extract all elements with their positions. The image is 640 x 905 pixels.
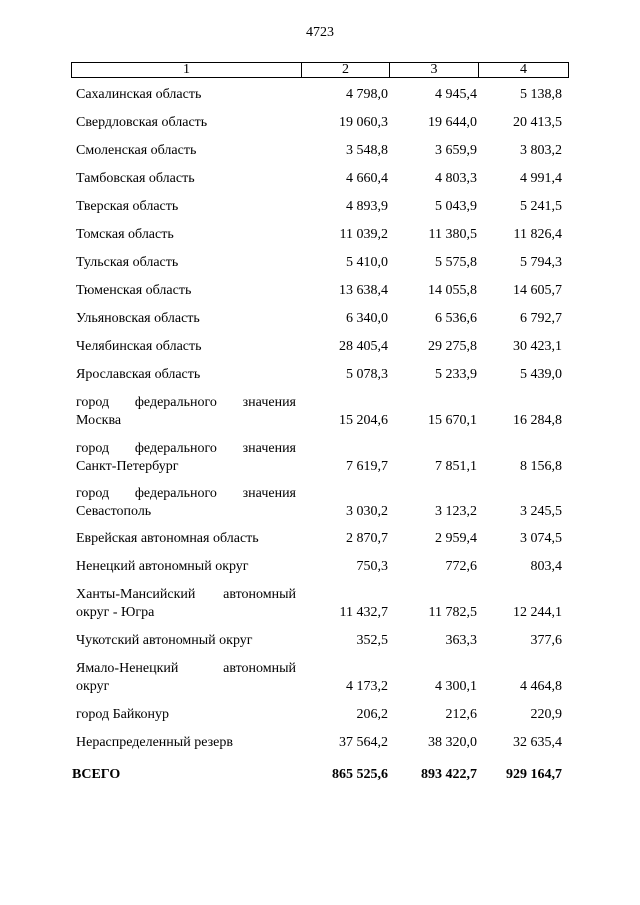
column-header-1: 1 (72, 63, 302, 77)
value-col-3: 2 959,4 (435, 531, 477, 546)
region-name (76, 558, 296, 576)
value-col-2: 5 410,0 (346, 255, 388, 270)
value-col-3: 5 575,8 (435, 255, 477, 270)
region-name-line: Тульская область (76, 255, 179, 270)
value-col-4: 30 423,1 (513, 339, 562, 354)
value-col-2: 352,5 (356, 633, 388, 648)
value-col-3: 15 670,1 (428, 413, 477, 428)
value-col-2: 3 548,8 (346, 143, 388, 158)
region-name-line: Тверская область (76, 199, 179, 214)
value-col-3: 19 644,0 (428, 115, 477, 130)
region-name-line: Челябинская область (76, 339, 202, 354)
value-col-2: 4 798,0 (346, 87, 388, 102)
value-col-3: 7 851,1 (435, 459, 477, 474)
region-name-line: Ульяновская область (76, 311, 200, 326)
column-header-4: 4 (520, 62, 527, 77)
region-name (76, 338, 296, 356)
value-col-4: 16 284,8 (513, 413, 562, 428)
region-name-line: Санкт-Петербург (76, 459, 179, 474)
total-label: ВСЕГО (72, 767, 121, 782)
total-value-col-2: 865 525,6 (332, 767, 388, 782)
value-col-3: 212,6 (445, 707, 477, 722)
region-name (76, 310, 296, 328)
value-col-4: 377,6 (530, 633, 562, 648)
region-name-line: Свердловская область (76, 115, 208, 130)
column-header-2: 2 (302, 63, 390, 77)
value-col-2: 19 060,3 (339, 115, 388, 130)
region-name (76, 586, 296, 622)
value-col-3: 4 300,1 (435, 679, 477, 694)
region-name (76, 394, 296, 430)
value-col-4: 803,4 (530, 559, 562, 574)
region-name-line: округ (76, 679, 110, 694)
region-name-line: Томская область (76, 227, 174, 242)
region-name-line: Ненецкий автономный округ (76, 559, 249, 574)
value-col-4: 14 605,7 (513, 283, 562, 298)
region-name-line: Севастополь (76, 504, 152, 519)
region-name (76, 530, 296, 548)
value-col-2: 750,3 (356, 559, 388, 574)
value-col-4: 3 245,5 (520, 504, 562, 519)
region-name (76, 632, 296, 650)
column-header-3: 3 (390, 63, 479, 77)
value-col-3: 29 275,8 (428, 339, 477, 354)
value-col-2: 7 619,7 (346, 459, 388, 474)
value-col-3: 38 320,0 (428, 735, 477, 750)
region-name (76, 485, 296, 521)
region-name (76, 226, 296, 244)
value-col-2: 4 660,4 (346, 171, 388, 186)
value-col-4: 5 241,5 (520, 199, 562, 214)
value-col-2: 206,2 (356, 707, 388, 722)
value-col-2: 28 405,4 (339, 339, 388, 354)
value-col-4: 5 794,3 (520, 255, 562, 270)
region-name-line: Еврейская автономная область (76, 531, 259, 546)
value-col-4: 3 074,5 (520, 531, 562, 546)
value-col-4: 11 826,4 (513, 227, 562, 242)
region-name-line: Москва (76, 413, 122, 428)
region-name-line: город федерального значения (76, 486, 296, 501)
region-name-line: Ямало-Ненецкий автономный (76, 661, 296, 676)
total-value-col-3: 893 422,7 (421, 767, 477, 782)
region-name (76, 254, 296, 272)
value-col-4: 220,9 (530, 707, 562, 722)
region-name (76, 734, 296, 752)
value-col-3: 11 380,5 (428, 227, 477, 242)
value-col-3: 5 233,9 (435, 367, 477, 382)
region-name (76, 660, 296, 696)
value-col-4: 5 138,8 (520, 87, 562, 102)
value-col-3: 772,6 (445, 559, 477, 574)
region-name-line: Смоленская область (76, 143, 197, 158)
value-col-4: 4 464,8 (520, 679, 562, 694)
value-col-3: 11 782,5 (428, 605, 477, 620)
region-name-line: округ - Югра (76, 605, 155, 620)
page-number: 4723 (306, 25, 334, 40)
value-col-3: 4 803,3 (435, 171, 477, 186)
value-col-4: 5 439,0 (520, 367, 562, 382)
value-col-3: 3 123,2 (435, 504, 477, 519)
region-name (76, 706, 296, 724)
value-col-2: 6 340,0 (346, 311, 388, 326)
value-col-4: 12 244,1 (513, 605, 562, 620)
region-name (76, 114, 296, 132)
region-name (76, 440, 296, 476)
region-name (76, 282, 296, 300)
value-col-2: 4 893,9 (346, 199, 388, 214)
value-col-3: 6 536,6 (435, 311, 477, 326)
value-col-4: 8 156,8 (520, 459, 562, 474)
value-col-3: 14 055,8 (428, 283, 477, 298)
value-col-2: 11 432,7 (339, 605, 388, 620)
value-col-4: 6 792,7 (520, 311, 562, 326)
region-name-line: Тамбовская область (76, 171, 195, 186)
value-col-4: 32 635,4 (513, 735, 562, 750)
region-name (76, 366, 296, 384)
region-name (76, 142, 296, 160)
value-col-2: 37 564,2 (339, 735, 388, 750)
value-col-2: 5 078,3 (346, 367, 388, 382)
value-col-3: 4 945,4 (435, 87, 477, 102)
value-col-4: 3 803,2 (520, 143, 562, 158)
region-name-line: город Байконур (76, 707, 169, 722)
value-col-2: 2 870,7 (346, 531, 388, 546)
region-name-line: город федерального значения (76, 441, 296, 456)
region-name (76, 86, 296, 104)
region-name-line: Ярославская область (76, 367, 201, 382)
value-col-3: 363,3 (445, 633, 477, 648)
region-name-line: Тюменская область (76, 283, 192, 298)
value-col-2: 4 173,2 (346, 679, 388, 694)
region-name-line: город федерального значения (76, 395, 296, 410)
region-name (76, 170, 296, 188)
region-name-line: Сахалинская область (76, 87, 202, 102)
region-name-line: Ханты-Мансийский автономный (76, 587, 296, 602)
total-value-col-4: 929 164,7 (506, 767, 562, 782)
value-col-2: 15 204,6 (339, 413, 388, 428)
region-name-line: Чукотский автономный округ (76, 633, 253, 648)
value-col-2: 3 030,2 (346, 504, 388, 519)
value-col-3: 3 659,9 (435, 143, 477, 158)
value-col-4: 4 991,4 (520, 171, 562, 186)
value-col-3: 5 043,9 (435, 199, 477, 214)
value-col-4: 20 413,5 (513, 115, 562, 130)
region-name-line: Нераспределенный резерв (76, 735, 233, 750)
region-name (76, 198, 296, 216)
value-col-2: 11 039,2 (339, 227, 388, 242)
value-col-2: 13 638,4 (339, 283, 388, 298)
